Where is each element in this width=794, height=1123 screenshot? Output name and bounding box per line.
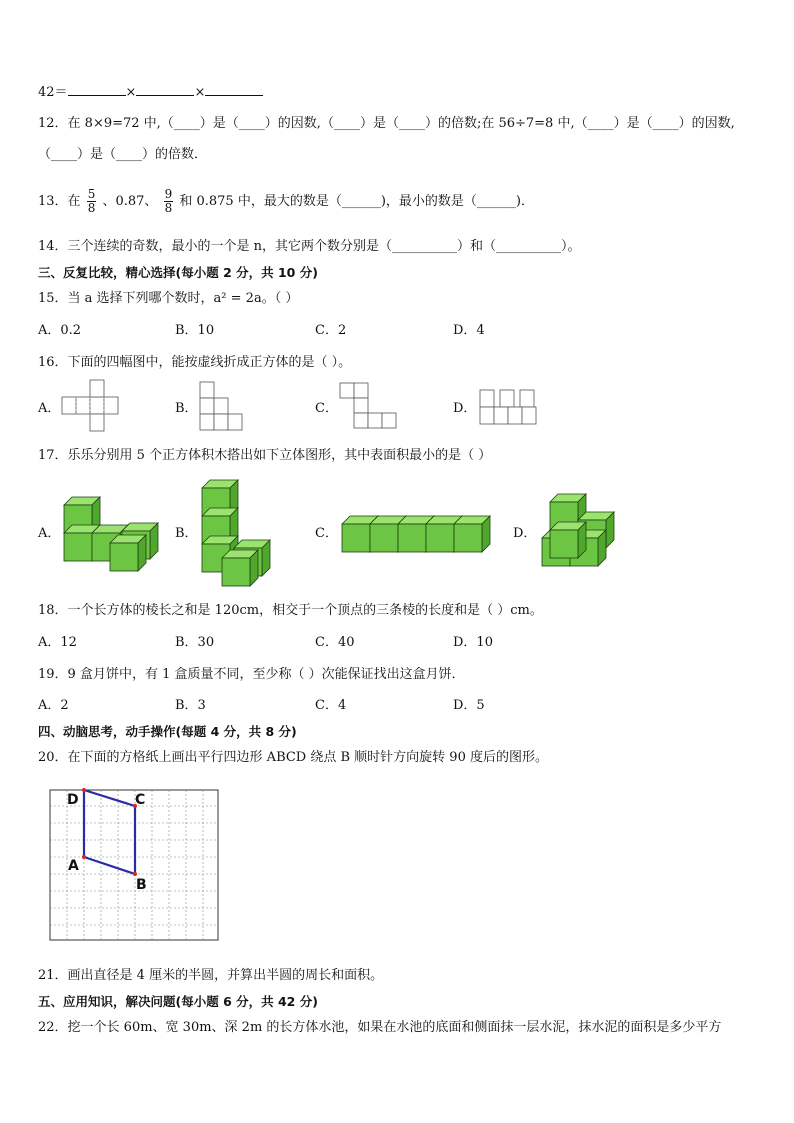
q20-stem: 20．在下面的方格纸上画出平行四边形 ABCD 绕点 B 顺时针方向旋转 90 度后的图形。 [38,750,548,765]
q11-blank-1[interactable] [68,82,126,96]
vertex-label-d: D [67,792,79,808]
q18-stem: 18．一个长方体的棱长之和是 120cm，相交于一个顶点的三条棱的长度和是（ ）cm。 [38,603,543,618]
q16-net-c [340,383,400,429]
q17-option-c[interactable]: C． [315,526,338,541]
q22-stem: 22．挖一个长 60m、宽 30m、深 2m 的长方体水池，如果在水池的底面和侧面抹一层水泥，抹水泥的面积是多少平方 [38,1020,722,1035]
q16-option-d[interactable]: D． [453,401,477,416]
q16-option-c[interactable]: C． [315,401,338,416]
q16-net-d [480,390,540,428]
q15-option-a[interactable]: A．0.2 [38,323,82,338]
vertex-label-c: C [135,792,146,808]
q20-grid[interactable] [50,790,222,942]
q15-option-d[interactable]: D．4 [453,323,485,338]
q11-blank-3[interactable] [205,82,263,96]
section-3-title: 三、反复比较，精心选择(每小题 2 分，共 10 分) [38,265,318,280]
q17-stem: 17．乐乐分别用 5 个正方体积木搭出如下立体图形，其中表面积最小的是（ ） [38,448,492,463]
q13-f1-den: 8 [87,201,96,215]
q21-stem: 21．画出直径是 4 厘米的半圆，并算出半圆的周长和面积。 [38,968,384,983]
q18-option-c[interactable]: C．40 [315,635,355,650]
q12-line-2: （____）是（____）的倍数． [38,147,208,162]
q15-option-b[interactable]: B．10 [175,323,215,338]
q16-option-a[interactable]: A． [38,401,61,416]
q16-stem: 16．下面的四幅图中，能按虚线折成正方体的是（ ）。 [38,355,352,370]
q12-line-1: 12．在 8×9=72 中,（____）是（____）的因数,（____）是（____）的倍数;在 56÷7=8 中,（____）是（____）的因数, [38,116,735,131]
q17-cubes-a [62,495,162,575]
q17-cubes-d [540,492,620,572]
q11-times-1: × [125,85,137,100]
q13-line [38,183,534,221]
q18-option-b[interactable]: B．30 [175,635,215,650]
q13-f2-num: 9 [164,187,173,201]
q13-f2-den: 8 [164,201,173,215]
vertex-label-a: A [68,858,79,874]
q18-option-d[interactable]: D．10 [453,635,493,650]
q17-cubes-b [200,478,280,586]
q13-pre: 13．在 [38,194,81,209]
q19-option-a[interactable]: A．2 [38,698,69,713]
q15-option-c[interactable]: C．2 [315,323,347,338]
q19-option-d[interactable]: D．5 [453,698,485,713]
q16-option-b[interactable]: B． [175,401,198,416]
q15-stem: 15．当 a 选择下列哪个数时，a² = 2a。（ ） [38,291,299,306]
section-5-title: 五、应用知识，解决问题(每小题 6 分，共 42 分) [38,994,318,1009]
q13-post: 和 0.875 中，最大的数是（______)，最小的数是（______)． [179,194,534,209]
q13-mid: 、0.87、 [102,194,158,209]
q11-prefix: 42＝ [38,85,68,100]
q17-option-a[interactable]: A． [38,526,61,541]
q17-cubes-c [340,514,500,558]
q13-fraction-1 [87,188,97,215]
q14-line: 14．三个连续的奇数，最小的一个是 n，其它两个数分别是（__________）和（__________）。 [38,239,581,254]
q11-times-2: × [194,85,206,100]
q19-option-b[interactable]: B．3 [175,698,206,713]
q16-net-a [62,380,142,432]
vertex-label-b: B [136,877,147,893]
q13-f1-num: 5 [87,187,96,201]
q19-option-c[interactable]: C．4 [315,698,347,713]
q11-line [38,82,263,102]
q19-stem: 19．9 盒月饼中，有 1 盒质量不同，至少称（ ）次能保证找出这盒月饼． [38,667,465,682]
q11-blank-2[interactable] [136,82,194,96]
q17-option-b[interactable]: B． [175,526,198,541]
q18-option-a[interactable]: A．12 [38,635,77,650]
q17-option-d[interactable]: D． [513,526,537,541]
q13-fraction-2 [164,188,174,215]
q16-net-b [200,382,250,430]
section-4-title: 四、动脑思考，动手操作(每题 4 分，共 8 分) [38,724,297,739]
